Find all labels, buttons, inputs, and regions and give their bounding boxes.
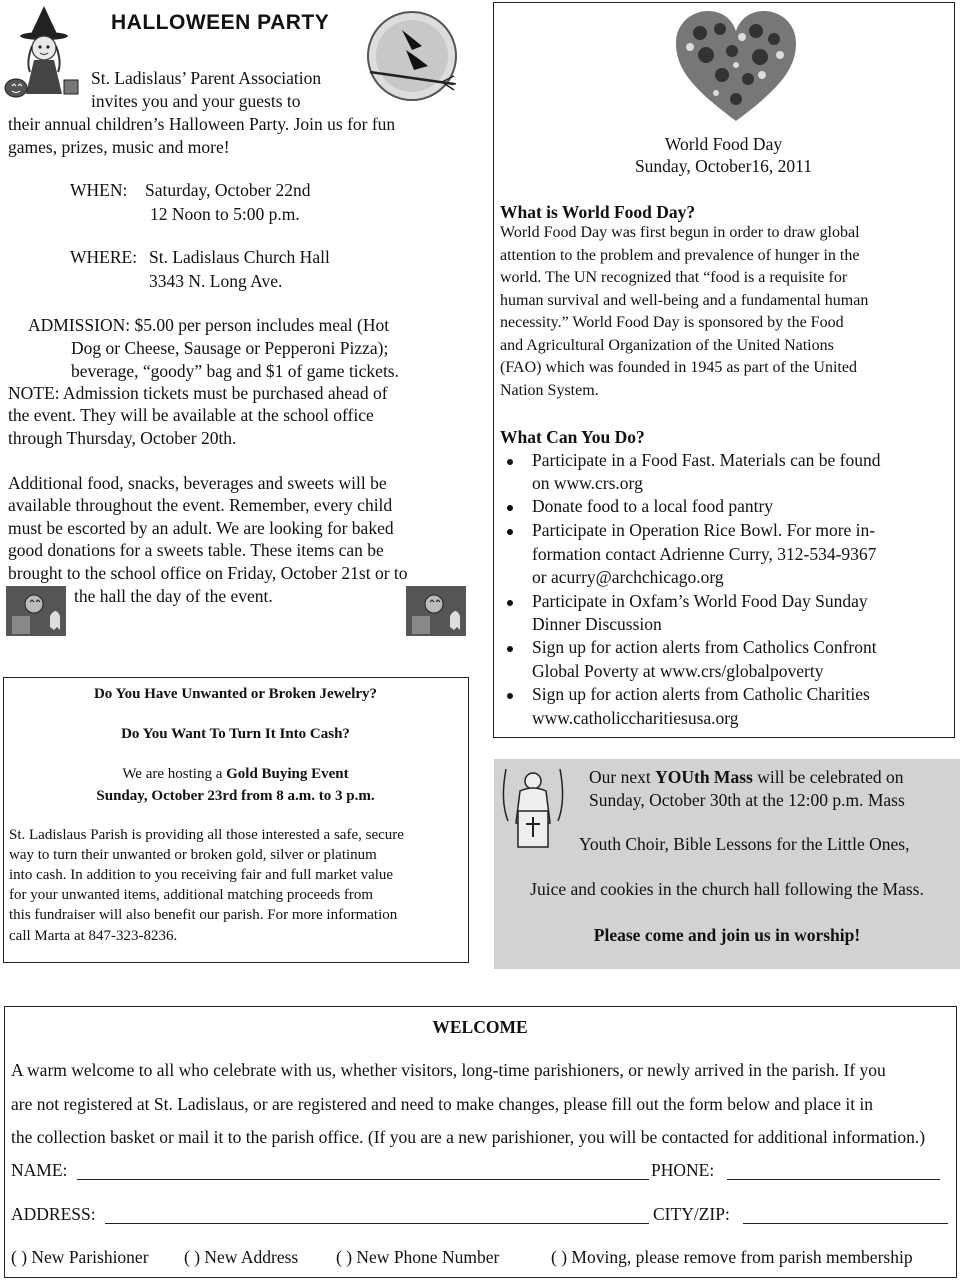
action-item-1-line-1: Participate in a Food Fast. Materials can be found (532, 450, 881, 470)
youth-mass-line-4: Juice and cookies in the church hall following the Mass. (530, 879, 924, 899)
option-new-phone[interactable]: ( ) New Phone Number (336, 1247, 500, 1267)
haunted-house-icon (6, 586, 66, 636)
hosting-text: We are hosting a (122, 766, 227, 782)
youth-mass-text: Our next (589, 767, 656, 787)
what-body-line-8: Nation System. (500, 382, 599, 399)
action-item-3-line-2: formation contact Adrienne Curry, 312-534-9367 (532, 544, 877, 564)
welcome-body-line-3: the collection basket or mail it to the parish office. (If you are a new parishioner, you will be contacted for additional information.) (11, 1127, 926, 1147)
address-field[interactable] (105, 1223, 649, 1224)
halloween-intro-line-4: games, prizes, music and more! (8, 137, 230, 157)
admission-line-1: ADMISSION: $5.00 per person includes meal (Hot (28, 315, 390, 335)
flying-witch-icon (362, 6, 462, 106)
action-item-5-line-1: Sign up for action alerts from Catholics Confront (532, 637, 877, 657)
note-line-1: NOTE: Admission tickets must be purchased ahead of (8, 383, 388, 403)
phone-field[interactable] (727, 1179, 940, 1180)
bullet-icon (507, 505, 513, 511)
gold-buying-event: Gold Buying Event (226, 766, 349, 782)
what-body-line-3: world. The UN recognized that “food is a requisite for (500, 269, 848, 286)
world-food-day-box (493, 2, 955, 738)
action-item-5-line-2: Global Poverty at www.crs/globalpoverty (532, 661, 824, 681)
admission-line-3: beverage, “goody” bag and $1 of game tickets. (71, 361, 399, 381)
bullet-icon (507, 600, 513, 606)
bullet-icon (507, 459, 513, 465)
jewelry-body-line-3: into cash. In addition to you receiving fair and full market value (9, 867, 394, 883)
jewelry-body-line-6: call Marta at 847-323-8236. (9, 928, 178, 944)
jewelry-body-line-4: for your unwanted items, additional matching proceeds from (9, 887, 374, 903)
action-item-4-line-1: Participate in Oxfam’s World Food Day Sunday (532, 591, 868, 611)
youth-mass-box (494, 759, 960, 969)
what-body-line-5: necessity.” World Food Day is sponsored by the Food (500, 314, 844, 331)
additional-line-3: must be escorted by an adult. We are looking for baked (8, 518, 394, 538)
additional-line-4: good donations for a sweets table. These items can be (8, 540, 384, 560)
when-date: Saturday, October 22nd (145, 180, 311, 200)
hosting-line (4, 766, 467, 783)
admission-line-2: Dog or Cheese, Sausage or Pepperoni Pizza); (71, 338, 389, 358)
praying-figure-icon (498, 761, 568, 851)
welcome-body-line-1: A warm welcome to all who celebrate with us, whether visitors, long-time parishioners, or newly arrived in the parish. If you (11, 1060, 886, 1080)
where-label: WHERE: (70, 247, 138, 267)
gold-buying-date: Sunday, October 23rd from 8 a.m. to 3 p.m. (96, 788, 375, 804)
halloween-intro-line-3: their annual children’s Halloween Party. Join us for fun (8, 114, 396, 134)
what-body-line-4: human survival and well-being and a fundamental human (500, 292, 869, 309)
address-label: ADDRESS: (11, 1204, 96, 1224)
halloween-intro-line-2: invites you and your guests to (91, 91, 301, 111)
welcome-body-line-2: are not registered at St. Ladislaus, or are registered and need to make changes, please fill out the form below and place it in (11, 1094, 874, 1114)
additional-line-1: Additional food, snacks, beverages and sweets will be (8, 473, 387, 493)
what-is-heading: What is World Food Day? (500, 202, 696, 222)
halloween-intro-line-1: St. Ladislaus’ Parent Association (91, 68, 322, 88)
when-time: 12 Noon to 5:00 p.m. (150, 204, 300, 224)
what-can-heading: What Can You Do? (500, 427, 645, 447)
additional-line-5: brought to the school office on Friday, October 21st or to (8, 563, 408, 583)
jewelry-body-line-2: way to turn their unwanted or broken gold, silver or platinum (9, 847, 377, 863)
what-body-line-7: (FAO) which was founded in 1945 as part of the United (500, 359, 857, 376)
jewelry-question-1: Do You Have Unwanted or Broken Jewelry? (93, 686, 378, 702)
note-line-3: through Thursday, October 20th. (8, 428, 237, 448)
where-place: St. Ladislaus Church Hall (149, 247, 330, 267)
action-item-3-line-1: Participate in Operation Rice Bowl. For more in- (532, 520, 876, 540)
halloween-title: HALLOWEEN PARTY (111, 11, 330, 34)
cityzip-field[interactable] (743, 1223, 948, 1224)
youth-mass-line-5: Please come and join us in worship! (593, 925, 861, 945)
welcome-box (4, 1006, 957, 1278)
what-body-line-2: attention to the problem and prevalence of hunger in the (500, 247, 860, 264)
action-item-2-line-1: Donate food to a local food pantry (532, 496, 774, 516)
youth-mass-text: will be celebrated on (752, 767, 904, 787)
where-address: 3343 N. Long Ave. (149, 271, 283, 291)
additional-line-2: available throughout the event. Remember, every child (8, 495, 393, 515)
youth-mass-emphasis: YOUth Mass (655, 767, 753, 787)
option-new-address[interactable]: ( ) New Address (184, 1247, 299, 1267)
name-label: NAME: (11, 1160, 68, 1180)
heart-of-food-icon (676, 11, 796, 126)
bullet-icon (507, 646, 513, 652)
option-new-parishioner[interactable]: ( ) New Parishioner (11, 1247, 149, 1267)
food-day-title: World Food Day (664, 134, 783, 154)
action-item-6-line-1: Sign up for action alerts from Catholic Charities (532, 684, 870, 704)
gold-buying-box (3, 677, 469, 963)
phone-label: PHONE: (651, 1160, 715, 1180)
action-item-4-line-2: Dinner Discussion (532, 614, 662, 634)
additional-line-6: the hall the day of the event. (74, 586, 273, 606)
jewelry-question-2: Do You Want To Turn It Into Cash? (121, 726, 350, 742)
cityzip-label: CITY/ZIP: (653, 1204, 730, 1224)
jewelry-body-line-5: this fundraiser will also benefit our parish. For more information (9, 907, 398, 923)
bullet-icon (507, 529, 513, 535)
when-label: WHEN: (70, 180, 128, 200)
action-item-1-line-2: on www.crs.org (532, 473, 643, 493)
action-item-3-line-3: or acurry@archchicago.org (532, 567, 724, 587)
youth-mass-line-3: Youth Choir, Bible Lessons for the Little Ones, (579, 834, 910, 854)
action-item-6-line-2: www.catholiccharitiesusa.org (532, 708, 739, 728)
witch-girl-icon (0, 2, 88, 100)
option-moving[interactable]: ( ) Moving, please remove from parish membership (551, 1247, 913, 1267)
note-line-2: the event. They will be available at the school office (8, 405, 374, 425)
welcome-title: WELCOME (432, 1017, 528, 1037)
youth-mass-line-2: Sunday, October 30th at the 12:00 p.m. Mass (589, 790, 905, 810)
jewelry-body-line-1: St. Ladislaus Parish is providing all those interested a safe, secure (9, 827, 404, 843)
haunted-house-icon (406, 586, 466, 636)
bullet-icon (507, 693, 513, 699)
food-day-date: Sunday, October16, 2011 (634, 156, 813, 176)
youth-mass-line-1 (589, 767, 903, 788)
name-field[interactable] (77, 1179, 649, 1180)
what-body-line-6: and Agricultural Organization of the United Nations (500, 337, 834, 354)
what-body-line-1: World Food Day was first begun in order to draw global (500, 224, 860, 241)
